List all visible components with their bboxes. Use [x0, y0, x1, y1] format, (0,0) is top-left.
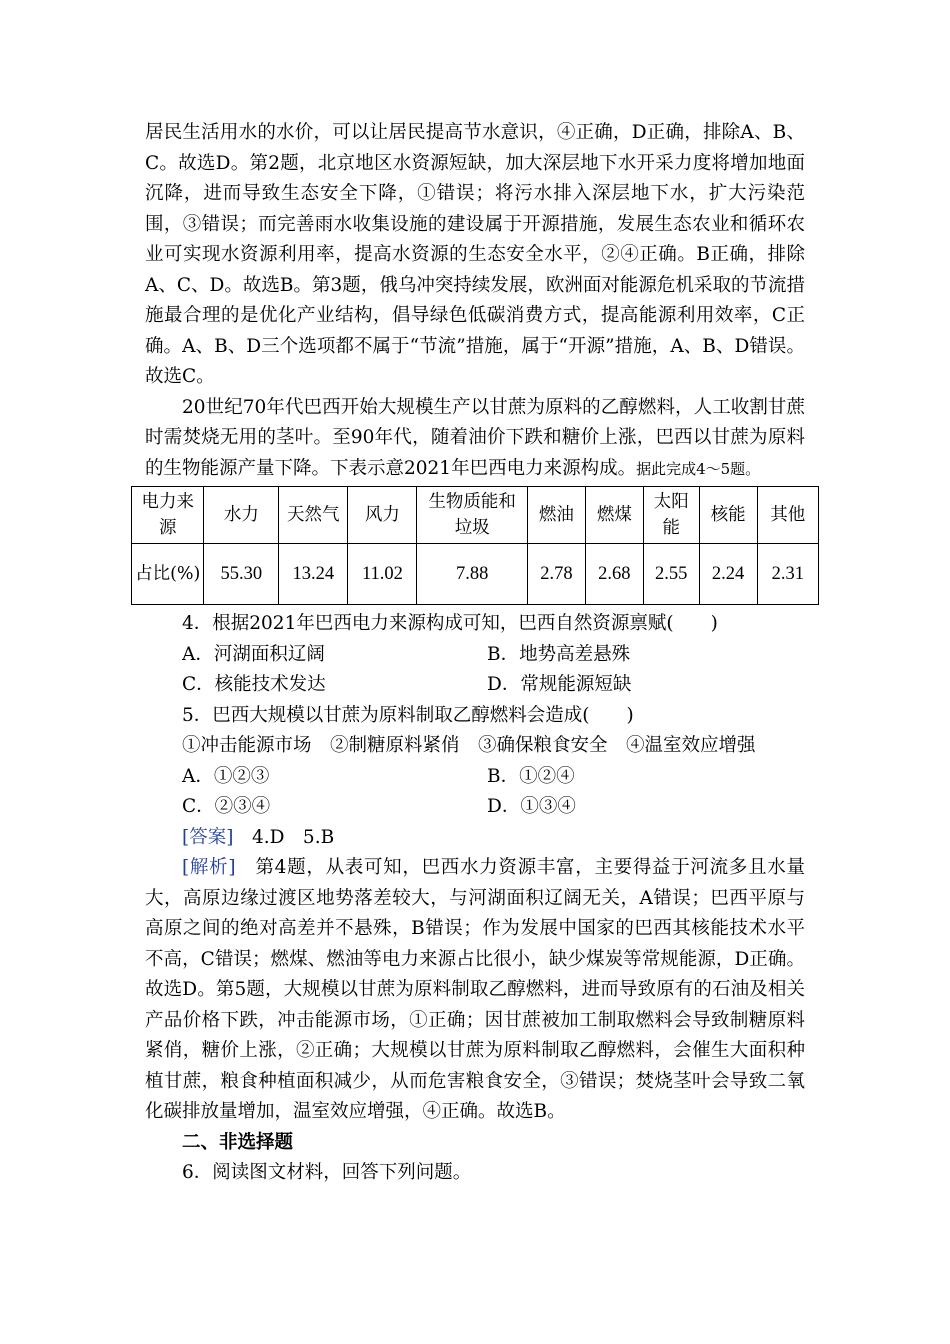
question-4-option-c: C．核能技术发达 — [182, 674, 326, 695]
question-4-option-d: D．常规能源短缺 — [487, 674, 632, 695]
material-instruction: 据此完成4～5题。 — [636, 459, 761, 478]
answer-tag: [答案] — [182, 826, 234, 848]
table-header-label: 电力来源 — [132, 487, 204, 544]
table-cell: 11.02 — [348, 544, 417, 605]
material-text: 20世纪70年代巴西开始大规模生产以甘蔗为原料的乙醇燃料，人工收割甘蔗时需焚烧无用的茎叶。至90年代，随着油价下跌和糖价上涨，巴西以甘蔗为原料的生物能源产量下降。下表示意2021年巴西电力来源构成。 — [145, 396, 805, 479]
question-4-options-ab — [145, 640, 805, 671]
explanation-paragraph-q1-3: 居民生活用水的水价，可以让居民提高节水意识，④正确，D正确，排除A、B、C。故选D。第2题，北京地区水资源短缺，加大深层地下水开采力度将增加地面沉降，进而导致生态安全下降，①错误；将污水排入深层地下水，扩大污染范围，③错误；而完善雨水收集设施的建设属于开源措施，发展生态农业和循环农业可实现水资源利用率，提高水资源的生态安全水平，②④正确。B正确，排除A、C、D。故选B。第3题，俄乌冲突持续发展，欧洲面对能源危机采取的节流措施最合理的是优化产业结构，倡导绿色低碳消费方式，提高能源利用效率，C正确。A、B、D三个选项都不属于“节流”措施，属于“开源”措施，A、B、D错误。故选C。 — [145, 122, 805, 387]
question-4-stem: 4．根据2021年巴西电力来源构成可知，巴西自然资源禀赋( ) — [182, 613, 718, 634]
answer-line — [145, 823, 805, 854]
question-5-option-d: D．①③④ — [487, 796, 576, 817]
table-col-other: 其他 — [757, 487, 818, 544]
table-cell: 13.24 — [279, 544, 348, 605]
table-cell: 7.88 — [417, 544, 527, 605]
table-cell: 2.68 — [585, 544, 643, 605]
question-5-stem: 5．巴西大规模以甘蔗为原料制取乙醇燃料会造成( ) — [182, 704, 634, 726]
question-5-option-b: B．①②④ — [487, 765, 575, 787]
question-5-option-c: C．②③④ — [182, 796, 271, 817]
table-row-label: 占比(%) — [132, 544, 204, 605]
table-cell: 2.24 — [699, 544, 757, 605]
table-cell: 2.78 — [527, 544, 585, 605]
material-paragraph — [145, 393, 805, 485]
table-col-solar: 太阳能 — [643, 487, 699, 544]
table-col-nuclear: 核能 — [699, 487, 757, 544]
analysis-tag: [解析] — [182, 857, 236, 878]
question-5-items: ①冲击能源市场 ②制糖原料紧俏 ③确保粮食安全 ④温室效应增强 — [182, 735, 756, 756]
table-header-row — [132, 487, 819, 544]
table-col-oil: 燃油 — [527, 487, 585, 544]
question-4-option-a: A．河湖面积辽阔 — [182, 643, 325, 665]
table-col-wind: 风力 — [348, 487, 417, 544]
question-5-option-a: A．①②③ — [182, 765, 270, 787]
question-5-options-ab — [145, 762, 805, 793]
section-heading: 二、非选择题 — [182, 1131, 294, 1153]
table-cell: 55.30 — [204, 544, 279, 605]
question-4-options-cd — [145, 670, 805, 701]
table-value-row — [132, 544, 819, 605]
power-source-table — [131, 486, 819, 605]
table-col-gas: 天然气 — [279, 487, 348, 544]
table-col-biomass: 生物质能和垃圾 — [417, 487, 527, 544]
document-page — [135, 118, 806, 1189]
table-col-coal: 燃煤 — [585, 487, 643, 544]
analysis-paragraph — [145, 853, 805, 1128]
table-col-hydro: 水力 — [204, 487, 279, 544]
question-5-options-cd — [145, 792, 805, 823]
question-4-option-b: B．地势高差悬殊 — [487, 643, 631, 665]
table-cell: 2.55 — [643, 544, 699, 605]
analysis-text: 第4题，从表可知，巴西水力资源丰富，主要得益于河流多且水量大，高原边缘过渡区地势落差较大，与河湖面积辽阔无关，A错误；巴西平原与高原之间的绝对高差并不悬殊，B错误；作为发展中国家的巴西其核能技术水平不高，C错误；燃煤、燃油等电力来源占比很小，缺少煤炭等常规能源，D正确。故选D。第5题，大规模以甘蔗为原料制取乙醇燃料，进而导致原有的石油及相关产品价格下跌，冲击能源市场，①正确；因甘蔗被加工制取燃料会导致制糖原料紧俏，糖价上涨，②正确；大规模以甘蔗为原料制取乙醇燃料，会催生大面积种植甘蔗，粮食种植面积减少，从而危害粮食安全，③错误；焚烧茎叶会导致二氧化碳排放量增加，温室效应增强，④正确。故选B。 — [145, 857, 806, 1122]
answer-text: 4.D 5.B — [233, 826, 335, 848]
question-6-stem: 6．阅读图文材料，回答下列问题。 — [182, 1162, 472, 1183]
table-cell: 2.31 — [757, 544, 818, 605]
